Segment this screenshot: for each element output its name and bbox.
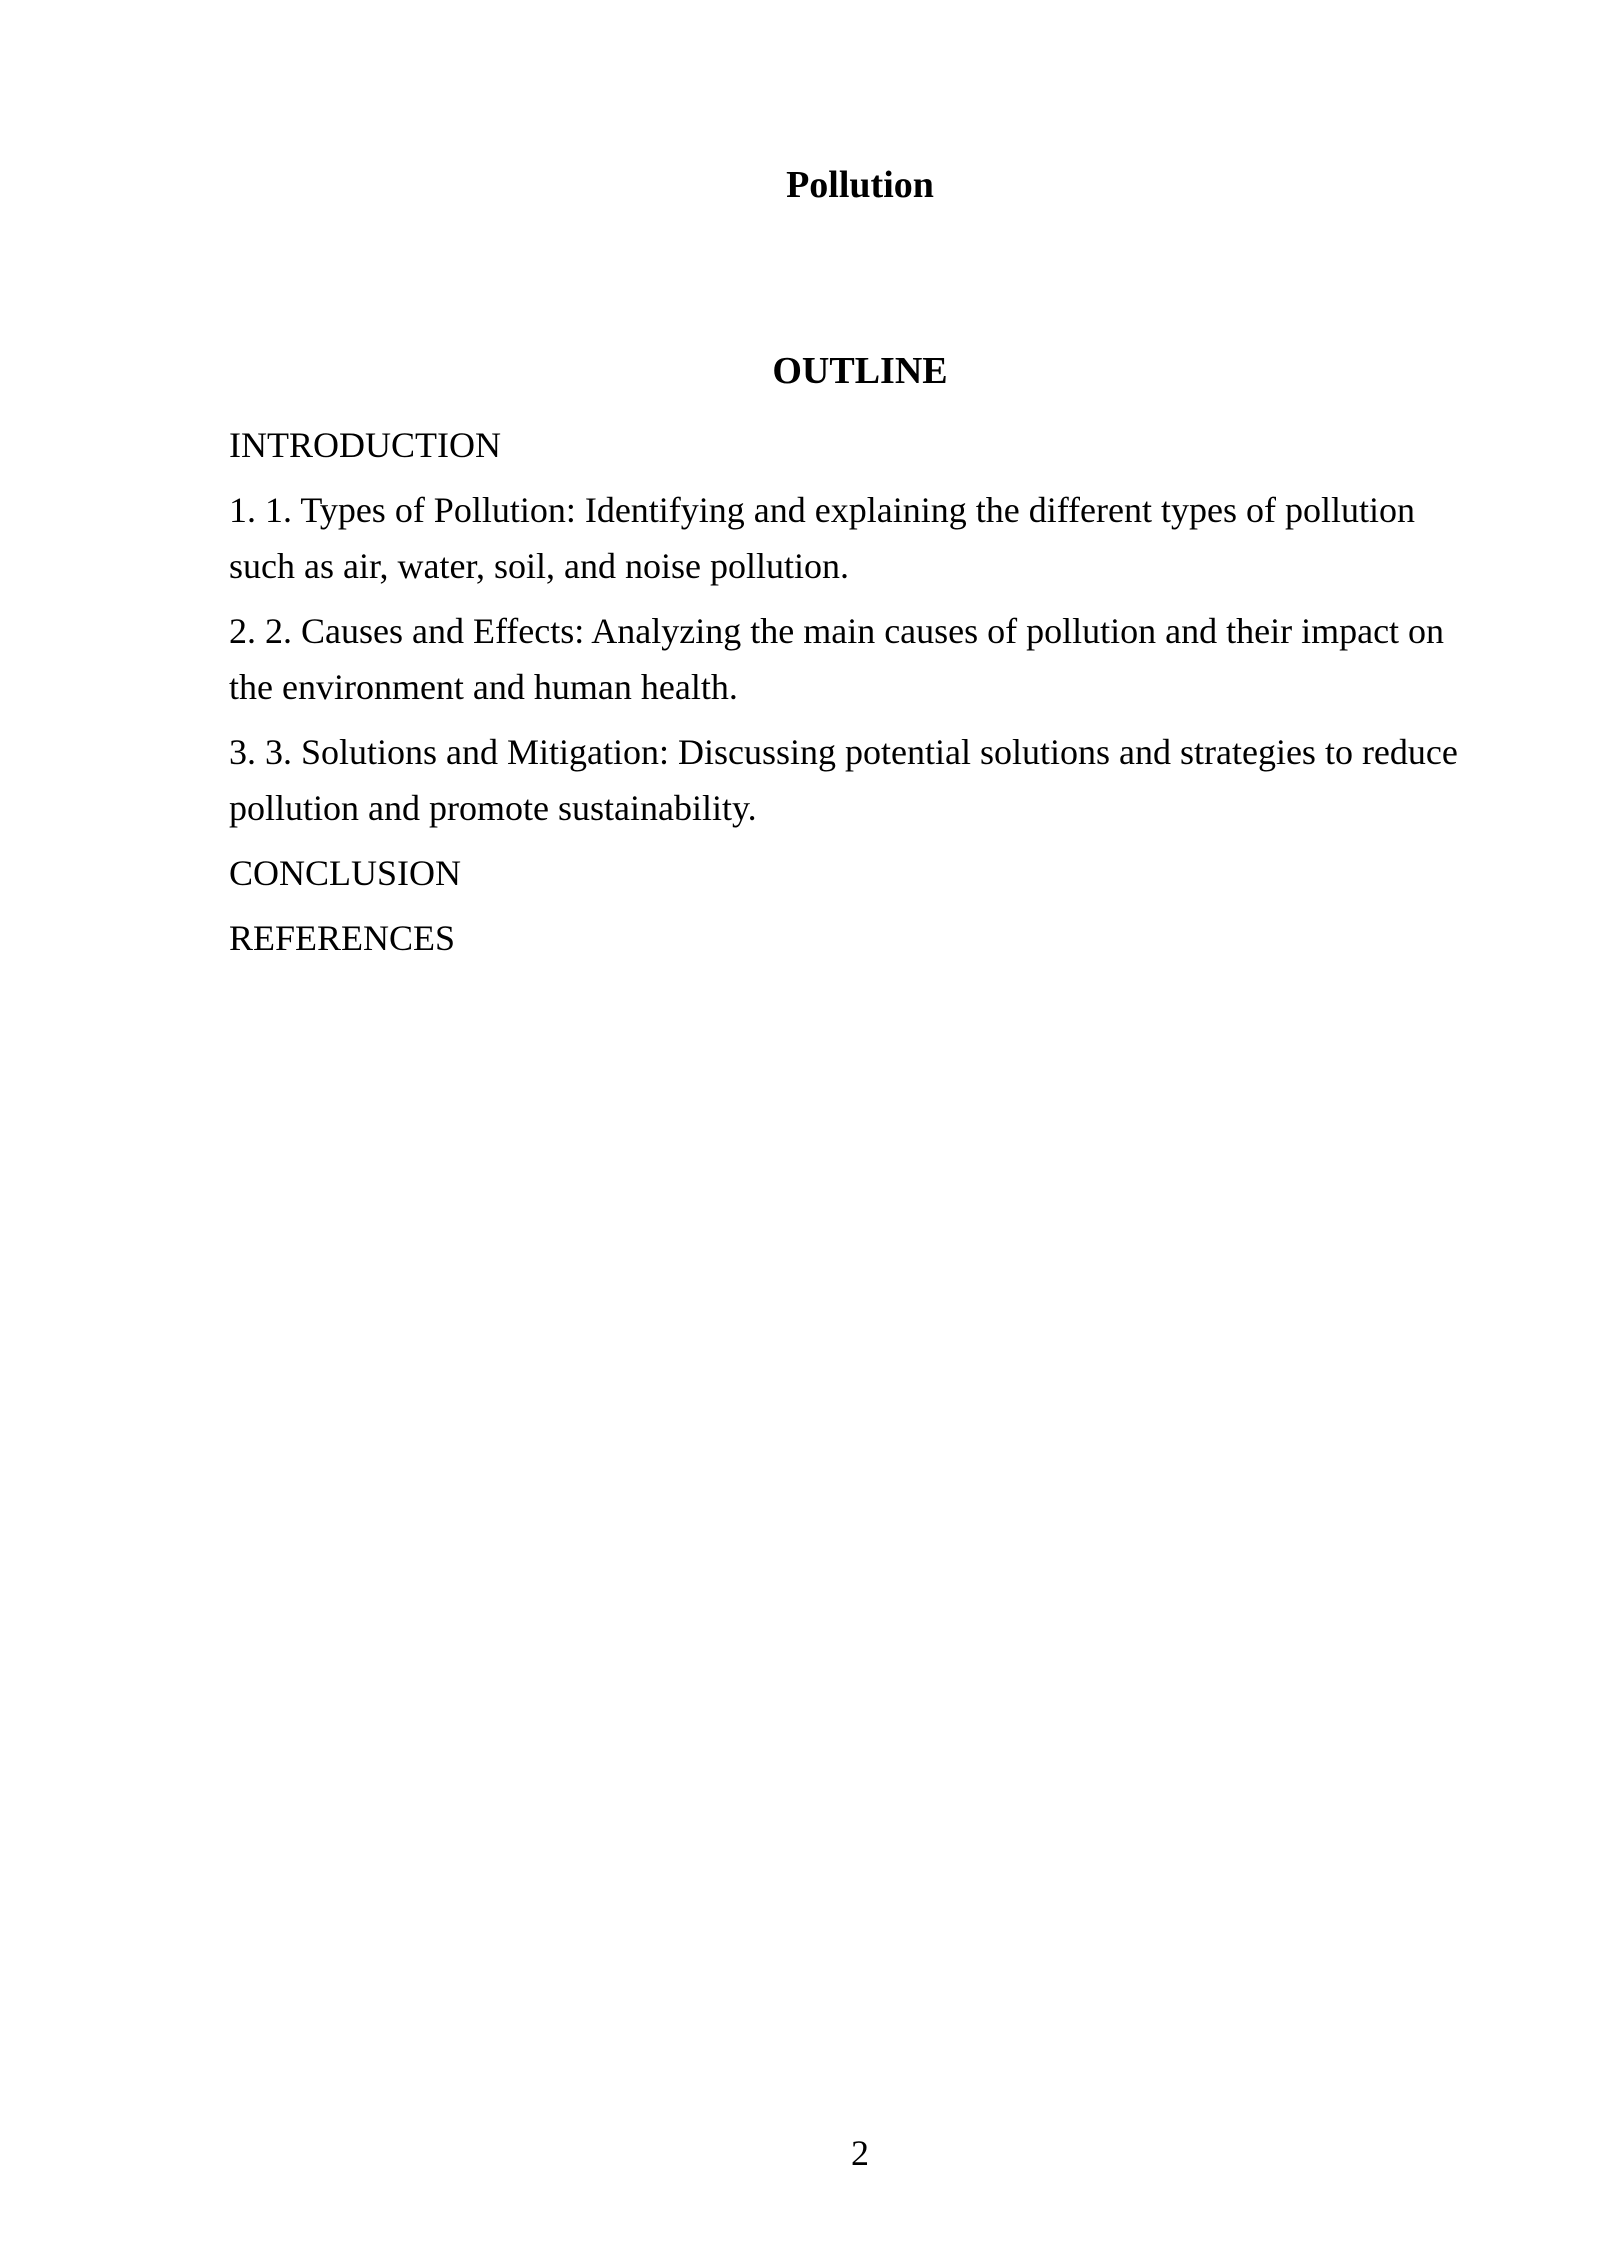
outline-references: REFERENCES	[229, 918, 456, 958]
outline-item-2: 2. 2. Causes and Effects: Analyzing the main causes of pollution and their impact on the environment and human health.	[229, 611, 1445, 707]
outline-heading: OUTLINE	[772, 350, 948, 392]
outline-conclusion: CONCLUSION	[229, 853, 462, 893]
outline-item-3: 3. 3. Solutions and Mitigation: Discussing potential solutions and strategies to reduce pollution and promote sustainability.	[229, 732, 1458, 828]
page-number: 2	[851, 2133, 869, 2173]
outline-introduction: INTRODUCTION	[229, 425, 501, 465]
document-title: Pollution	[786, 164, 934, 206]
outline-item-1: 1. 1. Types of Pollution: Identifying and explaining the different types of pollution such as air, water, soil, and noise pollution.	[229, 490, 1415, 586]
outline-list	[229, 417, 1489, 975]
